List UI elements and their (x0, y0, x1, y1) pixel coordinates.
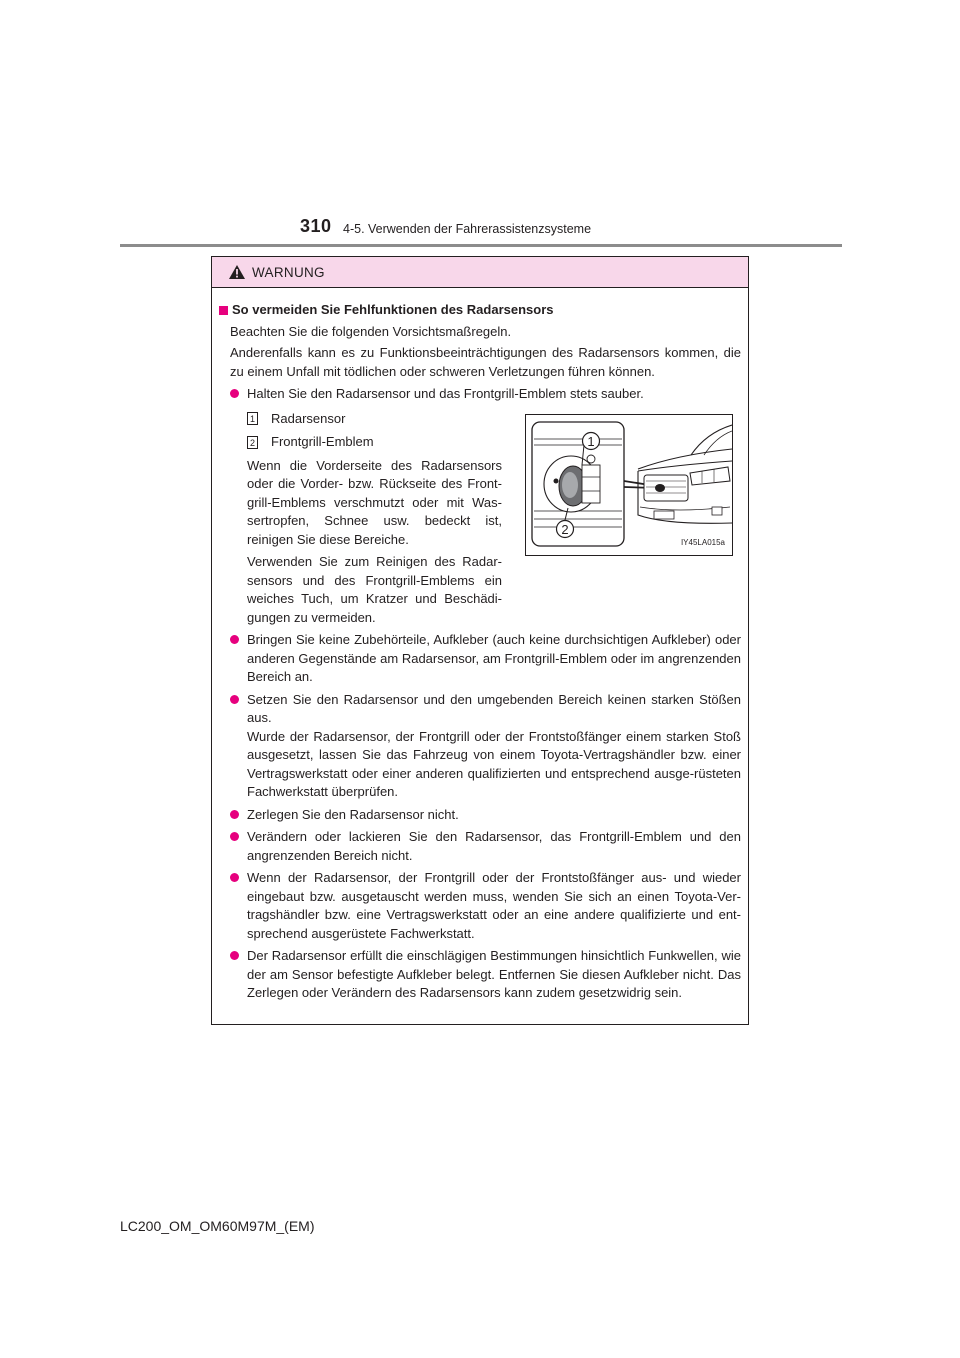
callout-label: Radarsensor (271, 410, 346, 426)
figure-text (247, 410, 502, 628)
page-number: 310 (300, 216, 332, 236)
list-item (219, 631, 741, 687)
radar-sensor-illustration (525, 414, 733, 556)
square-bullet-icon (219, 306, 228, 315)
bullet-dot-icon (230, 695, 239, 704)
bullet-dot-icon (230, 810, 239, 819)
list-item (219, 806, 741, 825)
callout-number: 1 (247, 412, 258, 425)
figure-marker-2: 2 (561, 521, 569, 537)
bullet-dot-icon (230, 873, 239, 882)
bullet-text: Bringen Sie keine Zubehörteile, Aufkleber (auch keine durchsichtigen Aufkleber) oder anderen Gegenstände am Radarsensor, am Frontgrill-Emblem oder im angrenzenden Bereich an. (247, 632, 741, 684)
section-title: 4-5. Verwenden der Fahrerassistenzsysteme (343, 222, 592, 236)
callout-label: Frontgrill-Emblem (271, 434, 374, 449)
callout-number: 2 (247, 436, 258, 449)
consequence-text: Anderenfalls kann es zu Funktionsbeeinträchtigungen des Radarsensors kommen, die zu einem Unfall mit tödlichen oder schweren Verletzungen führen können. (230, 345, 741, 379)
bullet-text: Der Radarsensor erfüllt die einschlägigen Bestimmungen hinsichtlich Funkwellen, wie der am Sensor befestigte Aufkleber belegt. Entfernen Sie diesen Aufkleber nicht. Das Zerlegen oder Verändern des Radarsensors kann zudem gesetzwidrig sein. (247, 948, 741, 1000)
header-divider (120, 244, 842, 247)
bullet-text: Wenn der Radarsensor, der Frontgrill oder der Frontstoßfänger aus- und wieder eingebaut bzw. ausgetauscht werden muss, wenden Sie sich an einen Toyota-Ver-tragshändler bzw. eine Vertragswerkstatt oder an eine andere qualifizierte und ent-sprechend ausgerüstete Fachwerkstatt. (247, 870, 741, 941)
bullet-text: Halten Sie den Radarsensor und das Frontgrill-Emblem stets sauber. (247, 386, 644, 401)
list-item (219, 385, 741, 404)
list-item (219, 828, 741, 865)
list-item (219, 947, 741, 1003)
warning-header (212, 257, 748, 288)
subheading-text: So vermeiden Sie Fehlfunktionen des Radarsensors (232, 302, 554, 317)
figure-marker-1: 1 (587, 433, 595, 449)
bullet-sentence: Setzen Sie den Radarsensor und den umgebenden Bereich keinen starken Stößen aus. (247, 691, 741, 725)
warning-label: WARNUNG (252, 264, 325, 280)
bullet-text: Zerlegen Sie den Radarsensor nicht. (247, 806, 459, 822)
figure-paragraph: Wenn die Vorderseite des Radarsensors oder die Vorder- bzw. Rückseite des Front-grill-Emblems verschmutzt oder mit Was-sertropfen, Schnee usw. bedeckt ist, reinigen Sie diese Bereiche. (247, 457, 502, 547)
bullet-dot-icon (230, 635, 239, 644)
figure-section (219, 410, 741, 628)
bullet-sentence: Wurde der Radarsensor, der Frontgrill oder der Frontstoßfänger einem starken Stoß ausgesetzt, lassen Sie das Fahrzeug von einem Toyota-Vertragshändler bzw. einer Vertragswerkstatt oder einer anderen qualifizierten und entsprechend ausge-rüsteten Fachwerkstatt überprüfen. (247, 728, 741, 799)
figure-paragraph: Verwenden Sie zum Reinigen des Radar-sensors und des Frontgrill-Emblems ein weiches Tuch, um Kratzer und Beschädi-gungen zu vermeiden. (247, 554, 502, 625)
warning-box (211, 256, 749, 1025)
callout-2 (247, 433, 502, 452)
bullet-dot-icon (230, 389, 239, 398)
list-item (219, 691, 741, 802)
intro-text: Beachten Sie die folgenden Vorsichtsmaßregeln. (230, 323, 512, 339)
warning-subheading (219, 301, 741, 320)
bullet-dot-icon (230, 951, 239, 960)
warning-triangle-icon (228, 264, 246, 280)
callout-1 (247, 410, 502, 429)
bullet-dot-icon (230, 832, 239, 841)
figure-code: IY45LA015a (680, 538, 725, 547)
model-code: LC200_OM_OM60M97M_(EM) (120, 1218, 315, 1234)
list-item (219, 869, 741, 943)
bullet-text: Verändern oder lackieren Sie den Radarsensor, das Frontgrill-Emblem und den angrenzenden Bereich nicht. (247, 829, 741, 863)
warning-body (212, 288, 748, 1003)
bullet-text (247, 691, 741, 802)
